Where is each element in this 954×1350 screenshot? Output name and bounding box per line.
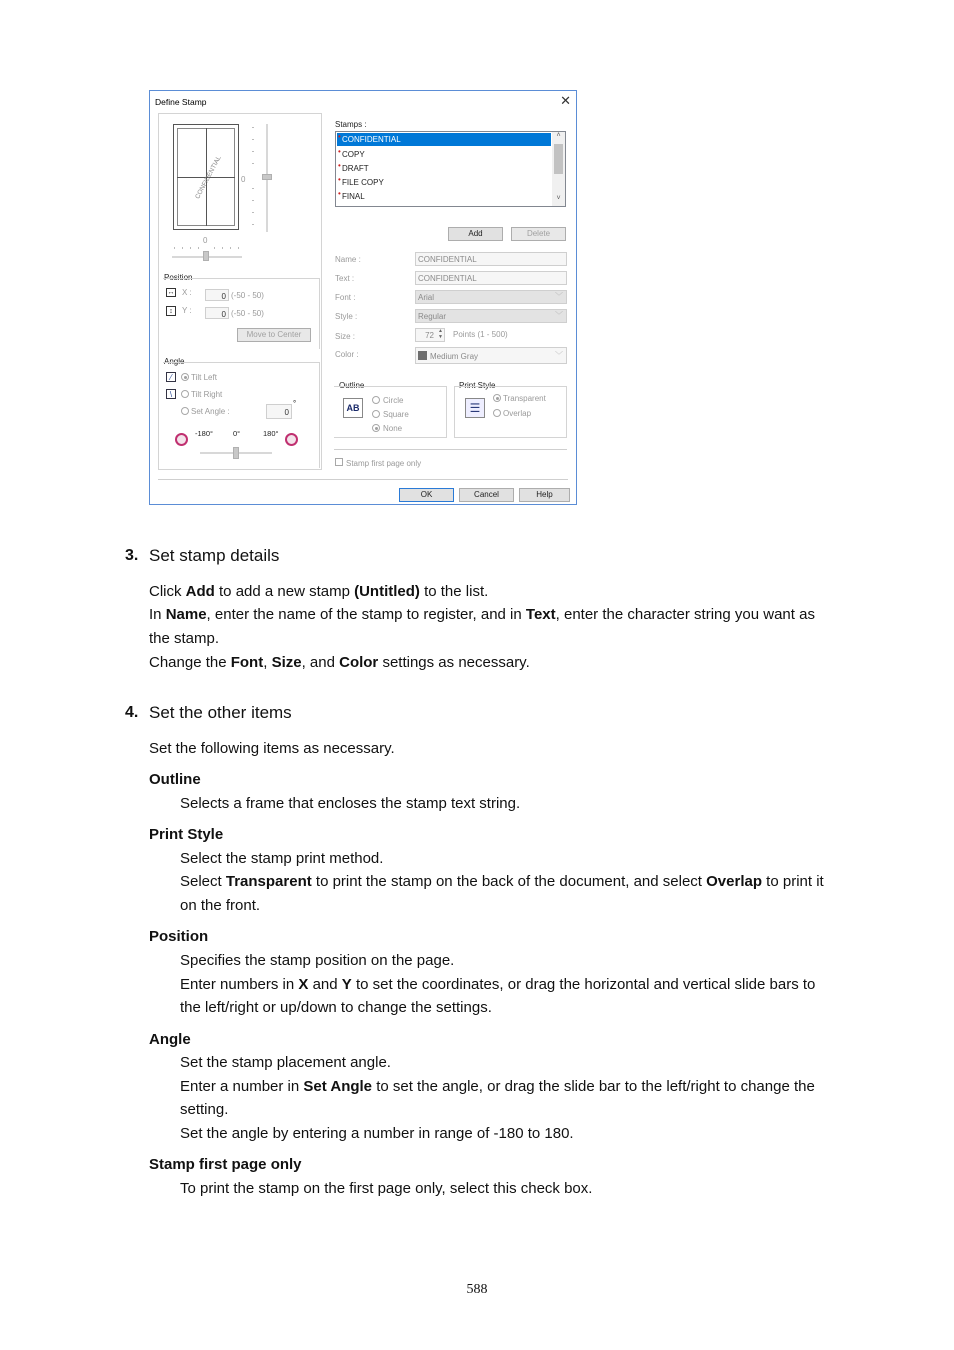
stamp-item[interactable]: • FILE COPY (338, 175, 384, 187)
chevron-down-icon: ﹀ (555, 351, 563, 360)
angle-term: Angle (149, 1031, 191, 1048)
square-label: Square (383, 410, 409, 419)
step4-title: Set the other items (149, 703, 292, 722)
stamps-label: Stamps : (335, 120, 367, 129)
x-input[interactable]: 0 (205, 289, 229, 301)
stamp-item[interactable]: • DRAFT (338, 161, 369, 173)
position-desc3: the left/right or up/down to change the settings. (180, 999, 492, 1016)
set-angle-label: Set Angle : (191, 407, 230, 416)
preview-stamp-text: CONFIDENTIAL (194, 154, 223, 201)
style-label: Style : (335, 312, 358, 321)
font-label: Font : (335, 293, 356, 302)
color-label: Color : (335, 350, 359, 359)
chevron-down-icon: ﹀ (555, 311, 563, 320)
angle-desc1: Set the stamp placement angle. (180, 1054, 391, 1071)
set-angle-input[interactable]: 0 (266, 404, 292, 419)
transparent-label: Transparent (503, 394, 546, 403)
hslider-value: 0 (203, 236, 208, 245)
y-label: Y : (182, 306, 192, 315)
add-button[interactable]: Add (448, 227, 503, 241)
cancel-button[interactable]: Cancel (459, 488, 514, 502)
position-term: Position (149, 928, 209, 945)
angle-desc4: Set the angle by entering a number in range of -180 to 180. (180, 1125, 574, 1142)
stamp-item[interactable]: • FINAL (338, 189, 365, 201)
first-page-desc: To print the stamp on the first page only, select this check box. (180, 1180, 593, 1197)
position-desc2: Enter numbers in X and Y to set the coordinates, or drag the horizontal and vertical slide bars to (180, 976, 816, 993)
size-label: Size : (335, 332, 356, 341)
outline-term: Outline (149, 771, 201, 788)
move-to-center-button[interactable]: Move to Center (237, 328, 311, 342)
circle-label: Circle (383, 396, 404, 405)
outline-desc: Selects a frame that encloses the stamp text string. (180, 795, 521, 812)
step4-number: 4. (125, 704, 139, 721)
tilt-left-label: Tilt Left (191, 373, 217, 382)
angle-desc2: Enter a number in Set Angle to set the angle, or drag the slide bar to the left/right to change the (180, 1078, 815, 1095)
step3-title: Set stamp details (149, 546, 280, 565)
chevron-down-icon: ﹀ (555, 292, 563, 301)
horizontal-position-icon: ↔ (167, 289, 175, 296)
degree-sign: ° (293, 399, 297, 408)
vslider-value: 0 (241, 175, 246, 184)
none-label: None (383, 424, 403, 433)
stamp-item[interactable]: • COPY (338, 147, 365, 159)
step3-line1: Click Add to add a new stamp (Untitled) to the list. (149, 583, 489, 600)
print-style-icon: ☰ (465, 398, 485, 418)
ok-button[interactable]: OK (399, 488, 454, 502)
name-input[interactable]: CONFIDENTIAL (415, 252, 567, 266)
angle-desc3: setting. (180, 1101, 229, 1118)
text-label: Text : (335, 274, 355, 283)
scroll-down-icon[interactable]: ˅ (556, 195, 561, 202)
x-range: (-50 - 50) (231, 291, 264, 300)
dialog-title: Define Stamp (155, 97, 207, 107)
position-desc1: Specifies the stamp position on the page. (180, 952, 455, 969)
y-input[interactable]: 0 (205, 307, 229, 319)
angle-max: 180° (263, 429, 279, 438)
print-style-desc3: on the front. (180, 897, 261, 914)
style-select[interactable]: Regular ﹀ (415, 309, 567, 323)
angle-label: Angle (164, 357, 185, 366)
vertical-position-icon: ↕ (166, 306, 176, 316)
close-icon[interactable]: ✕ (560, 93, 571, 108)
step3-line4: Change the Font, Size, and Color settings as necessary. (149, 654, 530, 671)
spin-arrows-icon[interactable]: ▲ ▼ (438, 328, 443, 340)
x-label: X : (182, 288, 192, 297)
delete-button[interactable]: Delete (511, 227, 566, 241)
angle-min: -180° (195, 429, 214, 438)
print-style-desc1: Select the stamp print method. (180, 850, 384, 867)
size-hint: Points (1 - 500) (453, 330, 508, 339)
print-style-term: Print Style (149, 826, 224, 843)
y-range: (-50 - 50) (231, 309, 264, 318)
angle-mid: 0° (233, 429, 241, 438)
outline-label: Outline (339, 381, 365, 390)
scroll-up-icon[interactable]: ˄ (556, 132, 561, 139)
outline-preview-icon: AB (343, 398, 363, 418)
page-number: 588 (466, 1282, 488, 1297)
color-select[interactable]: Medium Gray ﹀ (415, 347, 567, 364)
print-style-label: Print Style (459, 381, 496, 390)
tilt-left-icon: ⁄ (166, 372, 176, 382)
position-label: Position (164, 273, 193, 282)
size-spinner[interactable]: 72 ▲ ▼ (415, 328, 445, 342)
font-select[interactable]: Arial ﹀ (415, 290, 567, 304)
first-page-term: Stamp first page only (149, 1156, 302, 1173)
name-label: Name : (335, 255, 361, 264)
step3-line3: the stamp. (149, 630, 220, 647)
tilt-right-icon: \ (166, 389, 176, 399)
step3-line2: In Name, enter the name of the stamp to register, and in Text, enter the character string you want as (149, 606, 815, 623)
text-input[interactable]: CONFIDENTIAL (415, 271, 567, 285)
print-style-desc2: Select Transparent to print the stamp on the back of the document, and select Overlap to print it (180, 873, 824, 890)
stamp-item[interactable]: • CONFIDENTIAL (337, 133, 551, 146)
overlap-label: Overlap (503, 409, 532, 418)
first-page-label: Stamp first page only (346, 459, 422, 468)
help-button[interactable]: Help (519, 488, 570, 502)
tilt-right-label: Tilt Right (191, 390, 223, 399)
step3-number: 3. (125, 547, 139, 564)
step4-intro: Set the following items as necessary. (149, 740, 395, 757)
